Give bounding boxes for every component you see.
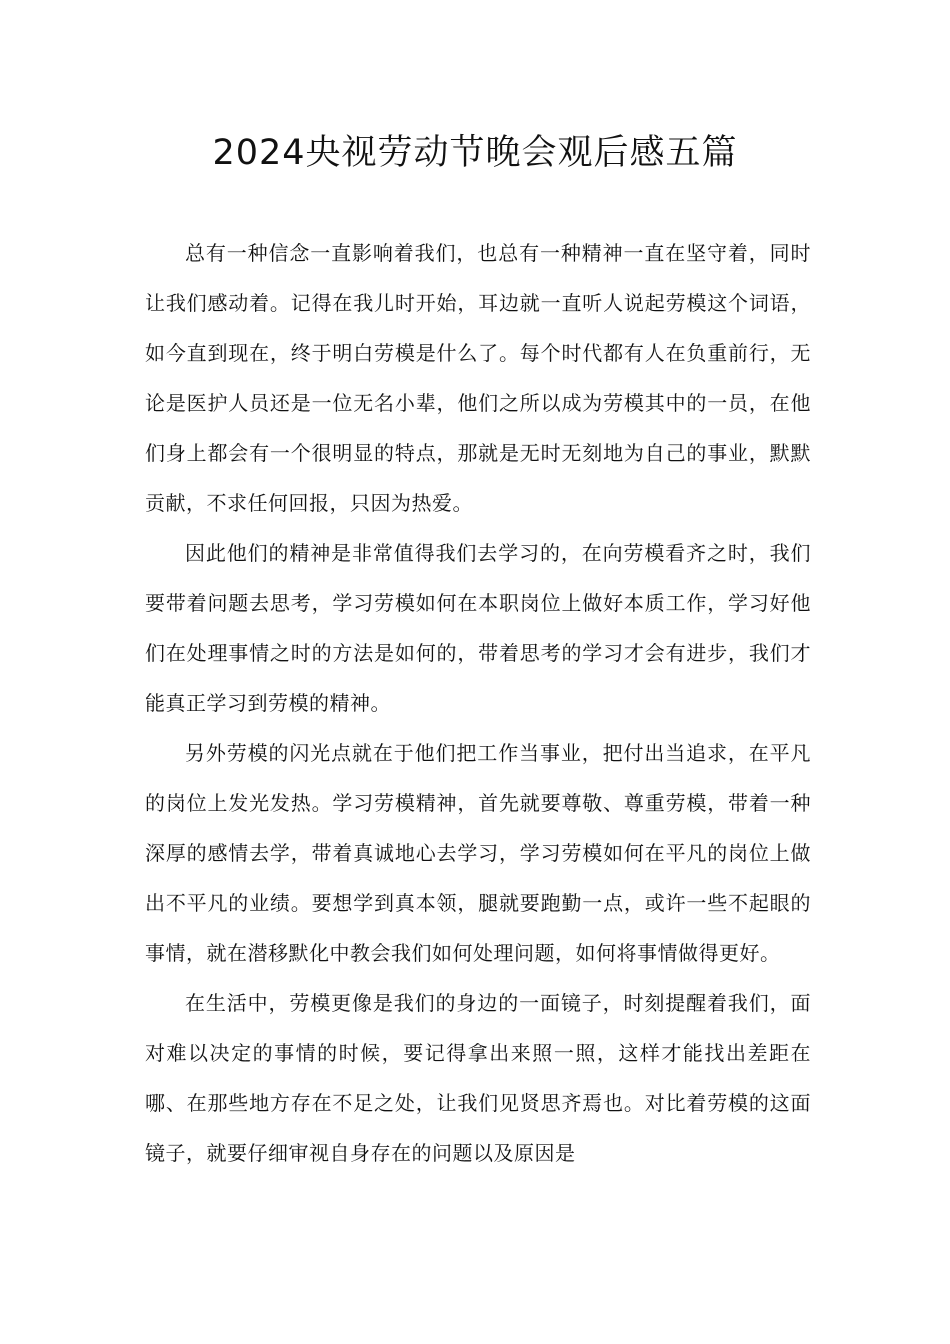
article-body	[145, 228, 811, 1178]
page-title: 2024央视劳动节晚会观后感五篇	[212, 133, 738, 173]
paragraph-2: 因此他们的精神是非常值得我们去学习的，在向劳模看齐之时，我们要带着问题去思考，学习劳模如何在本职岗位上做好本质工作，学习好他们在处理事情之时的方法是如何的，带着思考的学习才会有进步，我们才能真正学习到劳模的精神。	[145, 541, 811, 715]
paragraph-1: 总有一种信念一直影响着我们，也总有一种精神一直在坚守着，同时让我们感动着。记得在我儿时开始，耳边就一直听人说起劳模这个词语，如今直到现在，终于明白劳模是什么了。每个时代都有人在负重前行，无论是医护人员还是一位无名小辈，他们之所以成为劳模其中的一员，在他们身上都会有一个很明显的特点，那就是无时无刻地为自己的事业，默默贡献，不求任何回报，只因为热爱。	[145, 241, 811, 515]
paragraph-4: 在生活中，劳模更像是我们的身边的一面镜子，时刻提醒着我们，面对难以决定的事情的时候，要记得拿出来照一照，这样才能找出差距在哪、在那些地方存在不足之处，让我们见贤思齐焉也。对比着劳模的这面镜子，就要仔细审视自身存在的问题以及原因是	[145, 991, 811, 1165]
paragraph-3: 另外劳模的闪光点就在于他们把工作当事业，把付出当追求，在平凡的岗位上发光发热。学习劳模精神，首先就要尊敬、尊重劳模，带着一种深厚的感情去学，带着真诚地心去学习，学习劳模如何在平凡的岗位上做出不平凡的业绩。要想学到真本领，腿就要跑勤一点，或许一些不起眼的事情，就在潜移默化中教会我们如何处理问题，如何将事情做得更好。	[145, 741, 811, 965]
